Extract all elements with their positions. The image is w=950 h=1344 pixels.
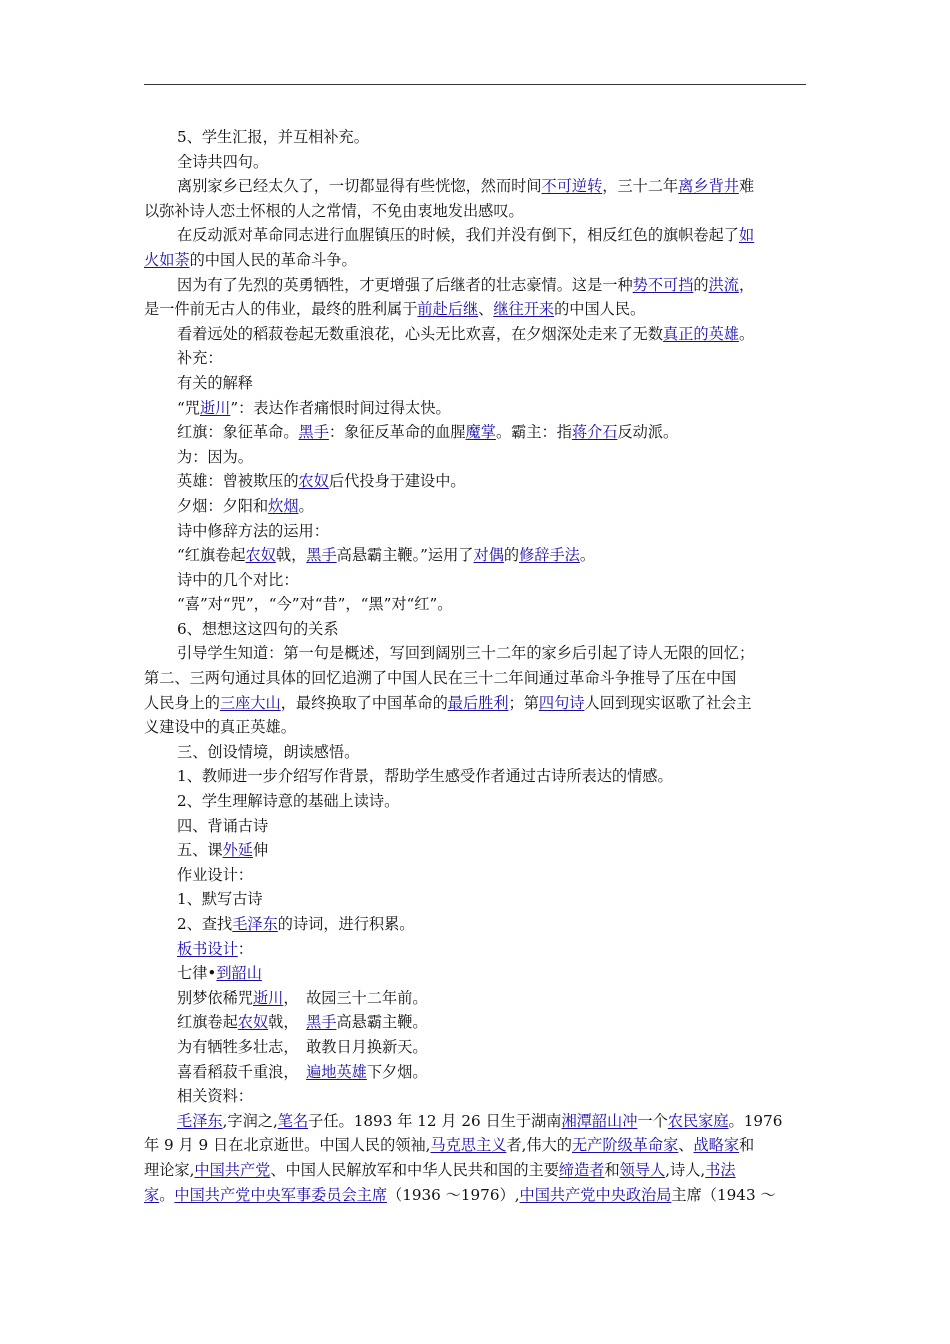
text-line xyxy=(144,617,806,642)
text-segment: ,字润之, xyxy=(222,1111,278,1130)
text-line xyxy=(144,666,806,691)
term-link[interactable]: 对偶 xyxy=(473,546,504,565)
text-segment: 。 xyxy=(738,324,755,343)
term-link[interactable]: 战略家 xyxy=(693,1136,740,1155)
text-line xyxy=(144,764,806,789)
text-segment: 和 xyxy=(739,1136,755,1155)
text-segment: 看着远处的稻菽卷起无数重浪花，心头无比欢喜，在夕烟深处走来了无数 xyxy=(177,324,663,343)
text-line xyxy=(144,248,806,273)
text-segment: 因为有了先烈的英勇牺牲，才更增强了后继者的壮志豪情。这是一种 xyxy=(177,275,633,294)
term-link[interactable]: 不可逆转 xyxy=(541,177,603,196)
text-segment: 理论家, xyxy=(144,1160,195,1179)
text-segment: 的诗词，进行积累。 xyxy=(277,915,415,933)
term-link[interactable]: 马克思主义 xyxy=(430,1136,507,1155)
term-link[interactable]: 无产阶级革命家 xyxy=(571,1136,679,1155)
term-link[interactable]: 如 xyxy=(738,226,755,245)
text-line xyxy=(144,568,806,593)
text-line xyxy=(144,1035,806,1060)
text-segment: 的 xyxy=(503,546,520,565)
term-link[interactable]: 真正的英雄 xyxy=(663,324,739,343)
text-segment: 戟， xyxy=(268,1013,307,1032)
text-segment: 为有牺牲多壮志， 敢教日月换新天。 xyxy=(177,1037,428,1056)
term-link[interactable]: 板书设计 xyxy=(177,939,238,958)
text-segment: 为：因为。 xyxy=(177,447,253,466)
term-link[interactable]: 领导人 xyxy=(619,1160,666,1179)
text-segment: 的 xyxy=(693,275,709,294)
text-line xyxy=(144,1158,806,1183)
term-link[interactable]: 离乡背井 xyxy=(678,177,739,196)
text-segment: 引导学生知道：第一句是概述，写回到阔别三十二年的家乡后引起了诗人无限的回忆； xyxy=(177,644,755,663)
text-line xyxy=(144,494,806,519)
text-segment: 。 xyxy=(159,1185,175,1204)
text-line xyxy=(144,223,806,248)
text-segment: 补充： xyxy=(177,349,223,368)
text-segment: ，最终换取了中国革命的 xyxy=(280,693,448,712)
text-line xyxy=(144,420,806,445)
text-segment: 后代投身于建设中。 xyxy=(328,472,466,491)
term-link[interactable]: 农奴 xyxy=(245,546,276,565)
text-segment: 。 xyxy=(298,496,314,515)
term-link[interactable]: 遍地英雄 xyxy=(306,1062,367,1081)
term-link[interactable]: 势不可挡 xyxy=(632,275,694,294)
text-segment: 1、默写古诗 xyxy=(177,890,263,909)
text-line xyxy=(144,346,806,371)
text-segment: ；第 xyxy=(508,693,539,712)
term-link[interactable]: 湘潭韶山冲 xyxy=(561,1111,638,1130)
term-link[interactable]: 黑手 xyxy=(306,546,337,565)
text-line xyxy=(144,1133,806,1158)
text-segment: 者,伟大的 xyxy=(506,1136,572,1155)
text-segment: 夕烟：夕阳和 xyxy=(177,496,269,515)
term-link[interactable]: 家 xyxy=(144,1185,160,1204)
term-link[interactable]: 最后胜利 xyxy=(447,693,509,712)
text-segment: ”：表达作者痛恨时间过得太快。 xyxy=(230,398,451,417)
text-segment: 七律• xyxy=(177,964,217,983)
text-segment: 离别家乡已经太久了，一切都显得有些恍惚，然而时间 xyxy=(177,177,542,196)
text-line xyxy=(144,1010,806,1035)
text-segment: 红旗卷起 xyxy=(177,1013,238,1032)
term-link[interactable]: 中国共产党中央政治局 xyxy=(519,1185,672,1204)
text-segment: 第二、三两句通过具体的回忆追溯了中国人民在三十二年间通过革命斗争推导了压在中国 xyxy=(144,669,737,688)
term-link[interactable]: 魔掌 xyxy=(465,423,496,442)
text-line xyxy=(144,519,806,544)
text-segment: 在反动派对革命同志进行血腥镇压的时候，我们并没有倒下，相反红色的旗帜卷起了 xyxy=(177,226,739,245)
term-link[interactable]: 书法 xyxy=(705,1160,736,1179)
text-line xyxy=(144,371,806,396)
text-segment: ：象征反革命的血腥 xyxy=(328,423,466,442)
term-link[interactable]: 四句诗 xyxy=(538,693,585,712)
text-segment: “红旗卷起 xyxy=(177,546,246,565)
text-line xyxy=(144,396,806,421)
text-segment: 的中国人民。 xyxy=(554,300,646,319)
term-link[interactable]: 火如荼 xyxy=(144,250,190,269)
text-line xyxy=(144,641,806,666)
term-link[interactable]: 毛泽东 xyxy=(177,1111,223,1130)
text-segment: 1、教师进一步介绍写作背景，帮助学生感受作者通过古诗所表达的情感。 xyxy=(177,767,673,786)
term-link[interactable]: 黑手 xyxy=(306,1013,337,1032)
text-line xyxy=(144,789,806,814)
text-line xyxy=(144,887,806,912)
text-line xyxy=(144,691,806,716)
term-link[interactable]: 农奴 xyxy=(298,472,329,491)
text-segment: 有关的解释 xyxy=(177,373,253,392)
term-link[interactable]: 中国共产党中央军事委员会主席 xyxy=(174,1185,387,1204)
term-link[interactable]: 到韶山 xyxy=(216,964,262,983)
document-body xyxy=(144,125,806,1207)
text-segment: 一个 xyxy=(637,1111,668,1130)
text-segment: 以弥补诗人恋土怀根的人之常情，不免由衷地发出感叹。 xyxy=(144,201,524,220)
text-line xyxy=(144,863,806,888)
text-line xyxy=(144,273,806,298)
term-link[interactable]: 前赴后继 xyxy=(417,300,479,319)
text-segment: 是一件前无古人的伟业，最终的胜利属于 xyxy=(144,300,418,319)
text-segment: 英雄：曾被欺压的 xyxy=(177,472,299,491)
text-line xyxy=(144,322,806,347)
text-line xyxy=(144,715,806,740)
text-segment: 、 xyxy=(678,1136,694,1155)
term-link[interactable]: 三座大山 xyxy=(219,693,281,712)
text-segment: 子任。1893 年 12 月 26 日生于湖南 xyxy=(308,1111,562,1130)
text-segment: 相关资料： xyxy=(177,1087,253,1106)
term-link[interactable]: 蒋介石 xyxy=(571,423,618,442)
text-line xyxy=(144,740,806,765)
text-segment: 喜看稻菽千重浪， xyxy=(177,1062,307,1081)
text-segment: （1936 ～1976）, xyxy=(387,1185,520,1204)
text-segment: 的中国人民的革命斗争。 xyxy=(189,250,357,269)
text-line xyxy=(144,150,806,175)
term-link[interactable]: 农民家庭 xyxy=(667,1111,729,1130)
text-segment: 别梦依稀咒 xyxy=(177,988,253,1007)
text-line xyxy=(144,1084,806,1109)
text-line xyxy=(144,174,806,199)
text-segment: 戟， xyxy=(275,546,307,565)
text-segment: 、 xyxy=(478,300,494,319)
text-segment: 作业设计： xyxy=(177,865,253,884)
text-line xyxy=(144,543,806,568)
text-line xyxy=(144,1183,806,1208)
text-line xyxy=(144,469,806,494)
text-segment: ： xyxy=(237,939,253,958)
text-segment: 下夕烟。 xyxy=(366,1062,428,1081)
text-segment: 6、想想这这四句的关系 xyxy=(177,619,339,638)
text-segment: 伸 xyxy=(252,841,269,860)
term-link[interactable]: 继往开来 xyxy=(493,300,555,319)
text-segment: 高悬霸主鞭。 xyxy=(336,1013,428,1032)
term-link[interactable]: 缔造者 xyxy=(558,1160,605,1179)
text-line xyxy=(144,125,806,150)
text-line xyxy=(144,912,806,937)
text-segment: ,诗人, xyxy=(665,1160,706,1179)
text-line xyxy=(144,937,806,962)
text-segment: 诗中的几个对比： xyxy=(177,570,299,589)
term-link[interactable]: 洪流 xyxy=(708,275,739,294)
text-segment: “咒 xyxy=(177,398,200,417)
text-segment: 。1976 xyxy=(728,1111,783,1130)
text-segment: 四、背诵古诗 xyxy=(177,816,269,835)
text-line xyxy=(144,814,806,839)
text-line xyxy=(144,986,806,1011)
text-segment: 和 xyxy=(604,1160,620,1179)
text-segment: 难 xyxy=(738,177,755,196)
text-line xyxy=(144,592,806,617)
text-line xyxy=(144,199,806,224)
text-segment: 红旗：象征革命。 xyxy=(177,423,299,442)
text-line xyxy=(144,1060,806,1085)
term-link[interactable]: 逝川 xyxy=(199,398,231,417)
term-link[interactable]: 农奴 xyxy=(237,1013,269,1032)
text-segment: ，三十二年 xyxy=(602,177,679,196)
text-segment: ， 故园三十二年前。 xyxy=(283,988,428,1007)
text-segment: 人民身上的 xyxy=(144,693,220,712)
text-segment: 。 xyxy=(579,546,595,565)
text-line xyxy=(144,297,806,322)
text-segment: 。霸主：指 xyxy=(495,423,572,442)
header-rule xyxy=(144,84,806,85)
term-link[interactable]: 炊烟 xyxy=(268,496,299,515)
text-segment: 、中国人民解放军和中华人民共和国的主要 xyxy=(270,1160,559,1179)
text-segment: 年 9 月 9 日在北京逝世。中国人民的领袖, xyxy=(144,1136,431,1155)
text-segment: ， xyxy=(738,275,755,294)
text-segment: 三、创设情境，朗读感悟。 xyxy=(177,742,360,761)
term-link[interactable]: 修辞手法 xyxy=(519,546,580,565)
text-segment: “喜”对“咒”，“今”对“昔”，“黑”对“红”。 xyxy=(177,595,453,614)
term-link[interactable]: 中国共产党 xyxy=(194,1160,271,1179)
term-link[interactable]: 毛泽东 xyxy=(232,915,278,933)
text-segment: 诗中修辞方法的运用： xyxy=(177,521,329,540)
text-segment: 全诗共四句。 xyxy=(177,152,269,171)
term-link[interactable]: 黑手 xyxy=(298,423,329,442)
text-segment: 五、课 xyxy=(177,841,223,860)
text-line xyxy=(144,1109,806,1134)
text-line xyxy=(144,838,806,863)
term-link[interactable]: 逝川 xyxy=(252,988,284,1007)
text-segment: 主席（1943 ～ xyxy=(671,1185,776,1204)
term-link[interactable]: 笔名 xyxy=(277,1111,309,1130)
text-segment: 反动派。 xyxy=(617,423,679,442)
text-segment: 5、学生汇报，并互相补充。 xyxy=(177,128,369,146)
text-segment: 人回到现实讴歌了社会主 xyxy=(584,693,752,712)
text-segment: 2、查找 xyxy=(177,915,233,933)
text-segment: 高悬霸主鞭。”运用了 xyxy=(336,546,474,565)
text-segment: 2、学生理解诗意的基础上读诗。 xyxy=(177,792,400,811)
text-line xyxy=(144,445,806,470)
term-link[interactable]: 外延 xyxy=(222,841,253,860)
text-line xyxy=(144,961,806,986)
text-segment: 义建设中的真正英雄。 xyxy=(144,718,296,737)
